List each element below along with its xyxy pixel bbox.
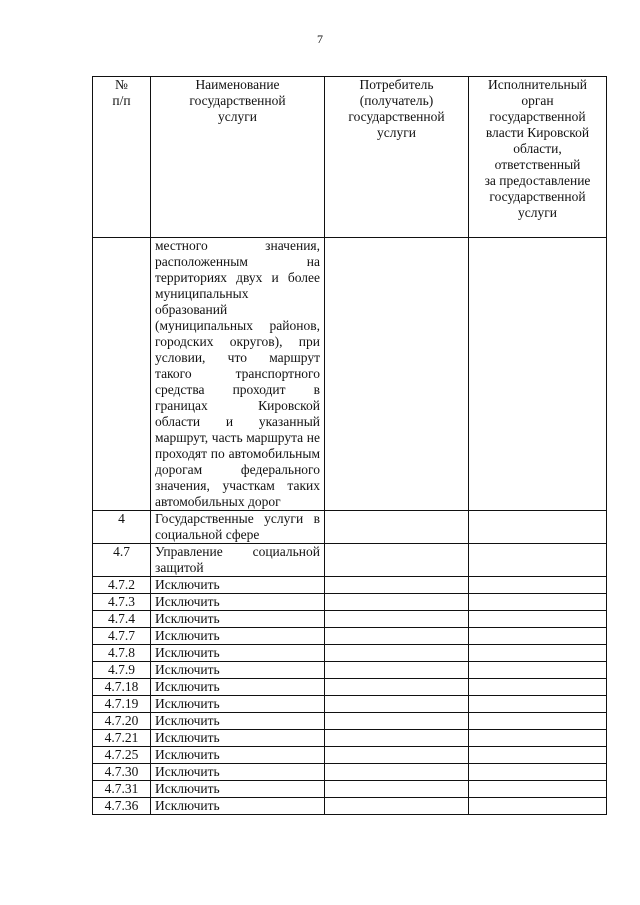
row-authority-cell xyxy=(469,628,607,645)
continuation-service-cell xyxy=(151,238,325,511)
row-number-cell xyxy=(93,781,151,798)
row-number-cell-text: 4.7.8 xyxy=(108,645,135,660)
row-number-cell-text: 4.7.9 xyxy=(108,662,135,677)
row-authority-cell xyxy=(469,611,607,628)
row-service-cell-text: Исключить xyxy=(155,747,220,762)
table-row xyxy=(93,577,607,594)
continuation-text: местного значения, расположенным на территориях двух и более муниципальных образований (муниципальных районов, городских округов), при условии, что маршрут такого транспортного средства проходит в границах Кировской области и указанный маршрут, часть маршрута не проходят по автомобильным дорогам федерального значения, участкам таких автомобильных дорог xyxy=(155,238,320,509)
table-row xyxy=(93,628,607,645)
row-service-cell xyxy=(151,713,325,730)
row-consumer-cell xyxy=(325,577,469,594)
row-number-cell-text: 4.7.21 xyxy=(104,730,139,745)
row-number-cell xyxy=(93,696,151,713)
row-authority-cell xyxy=(469,577,607,594)
row-service-cell xyxy=(151,747,325,764)
continuation-authority-cell xyxy=(469,238,607,511)
row-consumer-cell xyxy=(325,594,469,611)
row-service-cell-text: Исключить xyxy=(155,611,220,626)
header-service xyxy=(151,77,325,238)
row-consumer-cell xyxy=(325,781,469,798)
row-service-cell-text: Исключить xyxy=(155,764,220,779)
row-number-cell xyxy=(93,747,151,764)
row-authority-cell xyxy=(469,713,607,730)
row-service-cell-text: Исключить xyxy=(155,662,220,677)
row-number-cell xyxy=(93,764,151,781)
row-number-cell-text: 4.7.18 xyxy=(104,679,139,694)
row-number-cell-text: 4.7.36 xyxy=(104,798,139,813)
table-row xyxy=(93,511,607,544)
row-number-cell xyxy=(93,730,151,747)
table-row xyxy=(93,679,607,696)
row-authority-cell xyxy=(469,781,607,798)
row-authority-cell xyxy=(469,679,607,696)
row-service-cell xyxy=(151,544,325,577)
header-number xyxy=(93,77,151,238)
row-service-cell xyxy=(151,577,325,594)
row-service-cell xyxy=(151,798,325,815)
row-number-cell-text: 4.7.31 xyxy=(104,781,139,796)
row-service-cell xyxy=(151,594,325,611)
table-header-row xyxy=(93,77,607,238)
row-authority-cell xyxy=(469,696,607,713)
row-authority-cell xyxy=(469,594,607,611)
header-service-text: Наименование государственной услуги xyxy=(189,77,286,124)
table-row xyxy=(93,696,607,713)
row-service-cell xyxy=(151,662,325,679)
row-service-cell-text: Исключить xyxy=(155,730,220,745)
row-number-cell xyxy=(93,645,151,662)
row-service-cell xyxy=(151,730,325,747)
table-row xyxy=(93,747,607,764)
row-authority-cell xyxy=(469,645,607,662)
row-service-cell-text: Исключить xyxy=(155,713,220,728)
continuation-row xyxy=(93,238,607,511)
row-authority-cell xyxy=(469,747,607,764)
row-service-cell xyxy=(151,611,325,628)
row-service-cell xyxy=(151,679,325,696)
table-row xyxy=(93,764,607,781)
row-service-cell-text: Исключить xyxy=(155,594,220,609)
table-row xyxy=(93,730,607,747)
row-service-cell xyxy=(151,764,325,781)
row-number-cell xyxy=(93,577,151,594)
row-authority-cell xyxy=(469,730,607,747)
row-consumer-cell xyxy=(325,747,469,764)
row-consumer-cell xyxy=(325,628,469,645)
header-authority-text: Исполнительный орган государственной власти Кировской области, ответственный за предоставление государственной услуги xyxy=(484,77,591,220)
row-number-cell-text: 4.7 xyxy=(113,544,130,559)
page-number: 7 xyxy=(317,32,323,46)
row-service-cell-text: Исключить xyxy=(155,645,220,660)
row-consumer-cell xyxy=(325,645,469,662)
row-service-cell xyxy=(151,511,325,544)
row-consumer-cell xyxy=(325,679,469,696)
row-service-cell-text: Управление социальной защитой xyxy=(155,544,320,575)
row-consumer-cell xyxy=(325,713,469,730)
row-number-cell xyxy=(93,594,151,611)
header-consumer-text: Потребитель (получатель) государственной услуги xyxy=(348,77,445,140)
row-consumer-cell xyxy=(325,696,469,713)
row-authority-cell xyxy=(469,798,607,815)
row-number-cell-text: 4.7.4 xyxy=(108,611,135,626)
table-row xyxy=(93,798,607,815)
row-consumer-cell xyxy=(325,611,469,628)
row-number-cell-text: 4.7.20 xyxy=(104,713,139,728)
row-service-cell-text: Государственные услуги в социальной сфере xyxy=(155,511,320,542)
row-service-cell-text: Исключить xyxy=(155,679,220,694)
row-number-cell xyxy=(93,511,151,544)
row-number-cell-text: 4.7.3 xyxy=(108,594,135,609)
table-row xyxy=(93,713,607,730)
row-consumer-cell xyxy=(325,662,469,679)
row-number-cell xyxy=(93,713,151,730)
row-service-cell-text: Исключить xyxy=(155,798,220,813)
row-service-cell xyxy=(151,696,325,713)
row-number-cell xyxy=(93,662,151,679)
row-number-cell-text: 4.7.30 xyxy=(104,764,139,779)
row-consumer-cell xyxy=(325,798,469,815)
row-consumer-cell xyxy=(325,764,469,781)
header-number-text: № п/п xyxy=(112,77,131,108)
row-number-cell-text: 4.7.2 xyxy=(108,577,135,592)
row-authority-cell xyxy=(469,764,607,781)
row-number-cell-text: 4 xyxy=(118,511,125,526)
row-authority-cell xyxy=(469,511,607,544)
row-service-cell-text: Исключить xyxy=(155,577,220,592)
table-row xyxy=(93,594,607,611)
table-row xyxy=(93,645,607,662)
continuation-number-cell xyxy=(93,238,151,511)
row-service-cell-text: Исключить xyxy=(155,628,220,643)
table-row xyxy=(93,781,607,798)
row-number-cell xyxy=(93,679,151,696)
row-number-cell-text: 4.7.25 xyxy=(104,747,139,762)
row-number-cell-text: 4.7.19 xyxy=(104,696,139,711)
header-consumer xyxy=(325,77,469,238)
row-consumer-cell xyxy=(325,511,469,544)
row-number-cell xyxy=(93,611,151,628)
row-service-cell xyxy=(151,628,325,645)
table-row xyxy=(93,544,607,577)
row-service-cell xyxy=(151,645,325,662)
continuation-consumer-cell xyxy=(325,238,469,511)
row-service-cell xyxy=(151,781,325,798)
row-service-cell-text: Исключить xyxy=(155,696,220,711)
row-consumer-cell xyxy=(325,544,469,577)
row-number-cell xyxy=(93,798,151,815)
table-row xyxy=(93,662,607,679)
row-number-cell xyxy=(93,628,151,645)
row-consumer-cell xyxy=(325,730,469,747)
header-authority xyxy=(469,77,607,238)
row-number-cell-text: 4.7.7 xyxy=(108,628,135,643)
row-authority-cell xyxy=(469,662,607,679)
services-table xyxy=(92,76,607,815)
table-row xyxy=(93,611,607,628)
row-number-cell xyxy=(93,544,151,577)
row-service-cell-text: Исключить xyxy=(155,781,220,796)
row-authority-cell xyxy=(469,544,607,577)
